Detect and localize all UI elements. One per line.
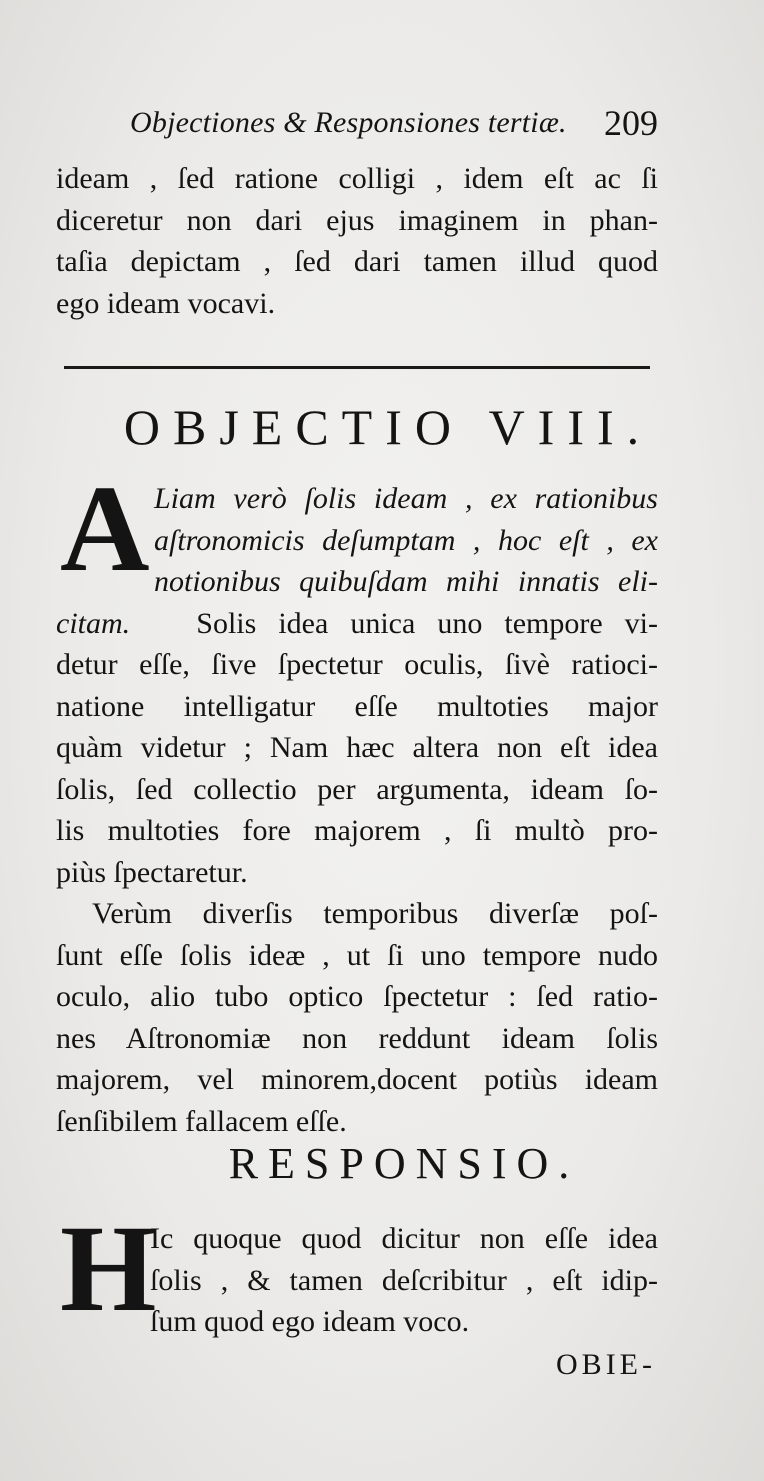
- text-line: ego ideam vocavi.: [56, 286, 276, 320]
- text-line: Ic quoque quod dicitur non eſſe idea: [150, 1222, 658, 1255]
- drop-cap: H: [60, 1200, 157, 1337]
- text-line: ſolis, ſed collectio per argumenta, ideam ſo-: [56, 772, 658, 806]
- running-head: [130, 102, 658, 150]
- running-title: Objectiones & Responsiones tertiæ.: [130, 106, 567, 139]
- drop-cap-lines: [154, 478, 658, 603]
- text-line: lis multoties fore majorem , ſi multò pro-: [56, 814, 658, 847]
- text-line: natione intelligatur eſſe multoties major: [56, 689, 658, 723]
- text-line: quàm videtur ; Nam hæc altera non eſt idea: [56, 731, 658, 764]
- text-line: aſtronomicis deſumptam , hoc eſt , ex: [154, 523, 658, 557]
- objectio-paragraph-1: [56, 603, 659, 894]
- roman-text: Solis idea unica uno tempore vi-: [196, 606, 659, 640]
- text-line: notionibus quibuſdam mihi innatis eli-: [154, 565, 658, 598]
- italic-word: citam.: [56, 606, 131, 640]
- objectio-section: [56, 460, 659, 1142]
- text-line: Verùm diverſis temporibus diverſæ poſ-: [92, 897, 658, 930]
- text-line: oculo, alio tubo optico ſpectetur : ſed ratio-: [56, 980, 658, 1013]
- drop-cap: A: [60, 460, 150, 597]
- text-line: Liam verò ſolis ideam , ex rationibus: [154, 482, 658, 515]
- text-line: ſenſibilem fallacem eſſe.: [56, 1104, 347, 1138]
- objectio-paragraph-2: [56, 893, 658, 1142]
- text-line: taſia depictam , ſed dari tamen illud quod: [56, 245, 658, 278]
- text-line: ſolis , & tamen deſcribitur , eſt idip-: [150, 1263, 658, 1297]
- catchword: OBIE-: [556, 1348, 656, 1381]
- continued-paragraph: [56, 158, 658, 324]
- text-line: detur eſſe, ſive ſpectetur oculis, ſivè ratioci-: [56, 648, 658, 681]
- text-line: [56, 603, 658, 645]
- responsio-section: [60, 1200, 658, 1343]
- text-line: nes Aſtronomiæ non reddunt ideam ſolis: [56, 1021, 658, 1055]
- page-number: 209: [604, 103, 658, 143]
- text-line: ſunt eſſe ſolis ideæ , ut ſi uno tempore nudo: [56, 938, 658, 972]
- text-line: ſum quod ego ideam voco.: [150, 1305, 470, 1338]
- objectio-heading: OBJECTIO VIII.: [123, 399, 653, 455]
- text-line: majorem, vel minorem,docent potiùs ideam: [56, 1063, 658, 1096]
- text-line: diceretur non dari ejus imaginem in phan-: [56, 203, 658, 237]
- text-line: piùs ſpectaretur.: [56, 855, 248, 889]
- responsio-heading: RESPONSIO.: [228, 1139, 580, 1188]
- drop-cap-lines: [150, 1218, 658, 1343]
- section-divider: [64, 366, 650, 369]
- text-line: ideam , ſed ratione colligi , idem eſt ac ſi: [56, 162, 658, 195]
